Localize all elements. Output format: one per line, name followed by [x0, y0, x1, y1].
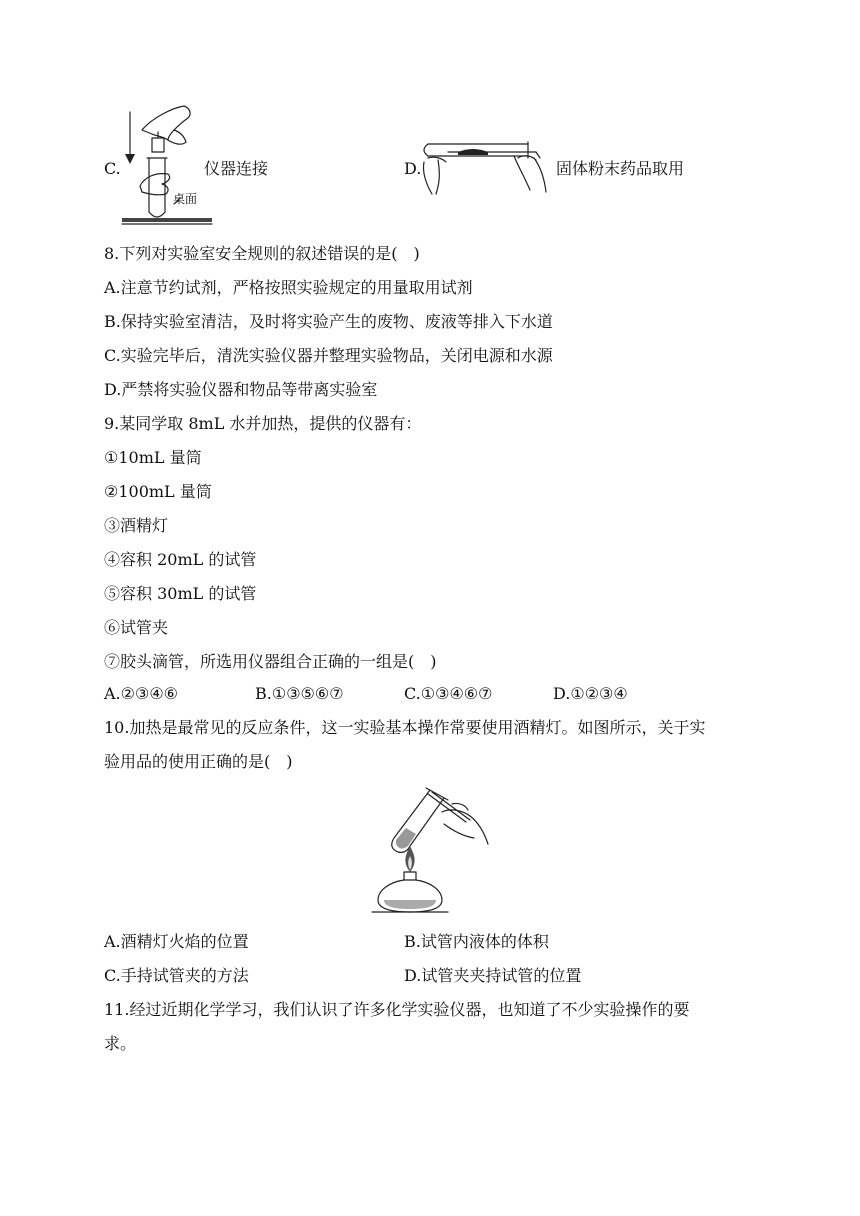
q10-option-b: B.试管内液体的体积	[404, 932, 549, 951]
option-d-text: 固体粉末药品取用	[556, 159, 685, 178]
q9-item: ⑤容积 30mL 的试管	[104, 584, 257, 603]
option-d-letter: D.	[404, 159, 422, 178]
q8-option-b: B.保持实验室清洁，及时将实验产生的废物、废液等排入下水道	[104, 312, 553, 331]
q10-option-a: A.酒精灯火焰的位置	[104, 932, 249, 951]
desk-label: 桌面	[173, 192, 198, 206]
q10-stem-line2: 验用品的使用正确的是( )	[104, 752, 293, 771]
q9-item: ⑥试管夹	[104, 618, 169, 637]
option-c-text: 仪器连接	[204, 159, 269, 178]
q8-option-d: D.严禁将实验仪器和物品等带离实验室	[104, 380, 378, 399]
q10-option-c: C.手持试管夹的方法	[104, 966, 249, 985]
q9-item: ④容积 20mL 的试管	[104, 550, 257, 569]
q9-item: ③酒精灯	[104, 516, 169, 535]
q9-item: ②100mL 量筒	[104, 482, 212, 501]
powder-sampling-illustration	[418, 136, 554, 198]
q9-option-c: C.①③④⑥⑦	[404, 684, 493, 703]
q9-item: ①10mL 量筒	[104, 448, 202, 467]
alcohol-lamp-heating-illustration	[370, 782, 490, 914]
q9-option-b: B.①③⑤⑥⑦	[255, 684, 344, 703]
q9-option-a: A.②③④⑥	[104, 684, 179, 703]
q9-option-d: D.①②③④	[553, 684, 628, 703]
q10-stem-line1: 10.加热是最常见的反应条件，这一实验基本操作常要使用酒精灯。如图所示，关于实	[104, 718, 706, 737]
q8-option-c: C.实验完毕后，清洗实验仪器并整理实验物品，关闭电源和水源	[104, 346, 553, 365]
q9-stem: 9.某同学取 8mL 水并加热，提供的仪器有：	[104, 414, 422, 433]
q11-stem-line1: 11.经过近期化学学习，我们认识了许多化学实验仪器，也知道了不少实验操作的要	[104, 1000, 690, 1019]
q11-stem-line2: 求。	[104, 1034, 137, 1053]
q8-option-a: A.注意节约试剂，严格按照实验规定的用量取用试剂	[104, 278, 473, 297]
option-c-letter: C.	[104, 159, 121, 178]
q8-stem: 8.下列对实验室安全规则的叙述错误的是( )	[104, 244, 420, 263]
q10-option-d: D.试管夹夹持试管的位置	[404, 966, 582, 985]
q9-item: ⑦胶头滴管，所选用仪器组合正确的一组是( )	[104, 652, 437, 671]
